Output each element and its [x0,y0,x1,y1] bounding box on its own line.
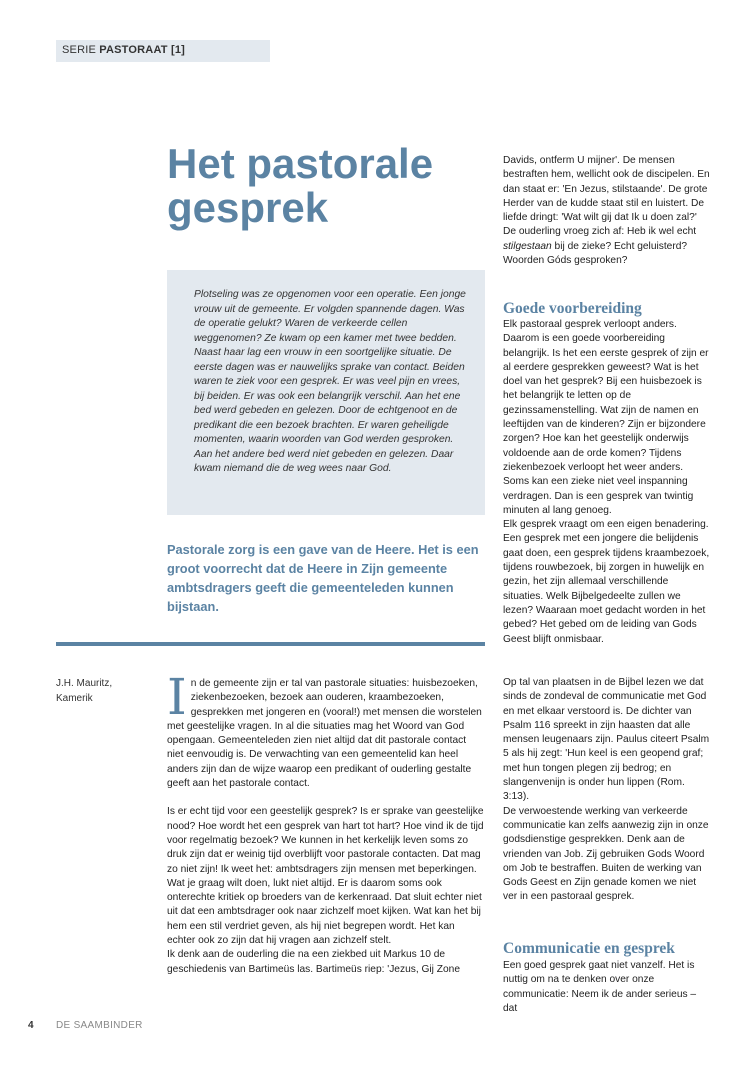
body-paragraph: Elk pastoraal gesprek verloopt anders. Daarom is een goede voorbereiding belangrijk. Is het een eerste gesprek of zijn er al eerdere gesprekken geweest? Wat is het doel van het gesprek? Bij een huisbezoek is het belangrijk te letten op de gezinssamenstelling. Wat zijn de namen en leeftijden van de kinderen? Zijn er bijzondere zorgen? Hoe kan het geestelijk onderwijs voldoende aan de orde komen? Tijdens ziekenbezoek verloopt het weer anders. Soms kan een zieke niet veel inspanning verdragen. Dan is een gesprek van twintig minuten al lang genoeg. [503,319,709,516]
subheading-communication: Communicatie en gesprek [503,940,675,957]
body-column-middle [167,668,485,977]
body-paragraph: Een goed gesprek gaat niet vanzelf. Het is nuttig om na te denken over onze communicatie: Neem ik de ander serieus – dat [503,960,697,1014]
body-column-right-mid [503,318,711,647]
article-title [167,142,487,230]
intro-text: Plotseling was ze opgenomen voor een operatie. Een jonge vrouw uit de gemeente. Er volgden spannende dagen. Was de operatie gelukt? Waren de verkeerde cellen weggenomen? Ze kwam op een kamer met twee bedden. Naast haar lag een vrouw in een soortgelijke situatie. De eerste dagen was er nauwelijks sprake van contact. Beiden waren te ziek voor een gesprek. Er was veel pijn en vrees, bij beiden. Er was ook een belangrijk verschil. Aan het ene bed werd gebeden en gelezen. Door de echtgenoot en de predikant die een bezoek brachten. Er waren geheiligde momenten, waarin woorden van God werden gesproken. Aan het andere bed werd niet gebeden en gelezen. Daar kwam niemand die de weg wees naar God. [194,289,466,474]
series-label [62,44,185,56]
body-paragraph: Is er echt tijd voor een geestelijk gesprek? Is er sprake van geestelijke nood? Hoe wordt het een gesprek van hart tot hart? Hoe vind ik de tijd voor regelmatig bezoek? We kunnen in het kerkelijk leven soms zo druk zijn dat er weinig tijd overblijft voor pastorale contacten. Dat mag zo niet zijn! Ik weet het: ambtsdragers zijn mensen met beperkingen. Wat je graag wilt doen, lukt niet altijd. Er is daarom soms ook onterechte kritiek op broeders van de kerkenraad. Dat sluit echter niet uit dat een ambtsdrager ook naar zichzelf moet kijken. Wat kan het bij hem een stil verdriet geven, als hij niet begrepen wordt. Het kan echter ook zo zijn dat hij vragen aan zichzelf stelt. [167,806,484,947]
body-paragraph: De verwoestende werking van verkeerde communicatie kan zelfs aanwezig zijn in onze godsdienstige gesprekken. Denk aan de vrienden van Job. Zij gebruiken Gods Woord om Job te bestraffen. Buiten de werking van Gods Geest en Zijn genade komen we niet ver in een pastoraal gesprek. [503,805,709,903]
drop-cap: I [167,668,187,726]
title-line-2: gesprek [167,184,329,231]
author-name: J.H. Mauritz, [56,678,113,689]
title-line-1: Het pastorale [167,140,434,187]
italic-word: stilgestaan [503,240,552,252]
intro-box [167,270,485,515]
lead-paragraph: Pastorale zorg is een gave van de Heere. Het is een groot voorrecht dat de Heere in Zijn gemeente ambtsdragers geeft die gemeenteleden kunnen bijstaan. [167,542,479,614]
page-number: 4 [28,1020,34,1031]
body-paragraph [503,225,711,268]
body-text: bij de zieke? Echt geluisterd? Woorden Góds gesproken? [503,240,688,267]
body-column-right-top [503,154,711,268]
body-paragraph: Ik denk aan de ouderling die na een ziekbed uit Markus 10 de geschiedenis van Bartimeüs las. Bartimeüs riep: 'Jezus, Gij Zone [167,949,460,975]
series-prefix: SERIE [62,44,100,56]
author-credit [56,676,156,706]
magazine-name: DE SAAMBINDER [56,1020,143,1031]
body-paragraph [167,668,485,791]
body-column-right-bottom [503,676,711,905]
body-paragraph: Davids, ontferm U mijner'. De mensen bestraften hem, wellicht ook de discipelen. En dan staat er: 'En Jezus, stilstaande'. De grote Herder van de kudde staat stil en luistert. De liefde dringt: 'Wat wilt gij dat Ik u doen zal?' [503,155,710,224]
subheading-preparation: Goede voorbereiding [503,300,642,317]
body-text: De ouderling vroeg zich af: Heb ik wel echt [503,226,697,238]
body-column-right-end [503,959,711,1016]
body-paragraph: Op tal van plaatsen in de Bijbel lezen we dat sinds de zondeval de communicatie met God en met elkaar verstoord is. De dichter van Psalm 116 spreekt in zijn haasten dat alle mensen leugenaars zijn. Paulus citeert Psalm 5 als hij zegt: 'Hun keel is een geopend graf; met hun tongen plegen zij bedrog; en slangenvenijn is onder hun lippen (Rom. 3:13). [503,677,710,803]
body-text: n de gemeente zijn er tal van pastorale situaties: huisbezoeken, ziekenbezoeken, bezoek aan ouderen, kraambezoeken, gesprekken met jongeren en (vooral!) met mensen die worstelen met geestelijke vragen. In al die situaties mag het Woord van God opengaan. Gemeenteleden zien niet altijd dat dit pastorale contact niet eenvoudig is. De verwachting van een gemeentelid kan heel anders zijn dan de wijze waarop een predikant of ouderling gestalte geeft aan het pastorale contact. [167,678,482,790]
divider-rule [56,642,485,646]
author-place: Kamerik [56,693,93,704]
body-paragraph: Elk gesprek vraagt om een eigen benadering. Een gesprek met een jongere die belijdenis gaat doen, een gesprek tijdens kraambezoek, tijdens rouwbezoek, bij zorgen in huwelijk en gezin, het zijn allemaal verschillende situaties. Welk Bijbelgedeelte zullen we lezen? Waaraan moet gedacht worden in het gebed? Het gebed om de leiding van Gods Geest blijft onmisbaar. [503,519,710,645]
series-banner [56,40,270,62]
series-name: PASTORAAT [1] [99,44,185,56]
